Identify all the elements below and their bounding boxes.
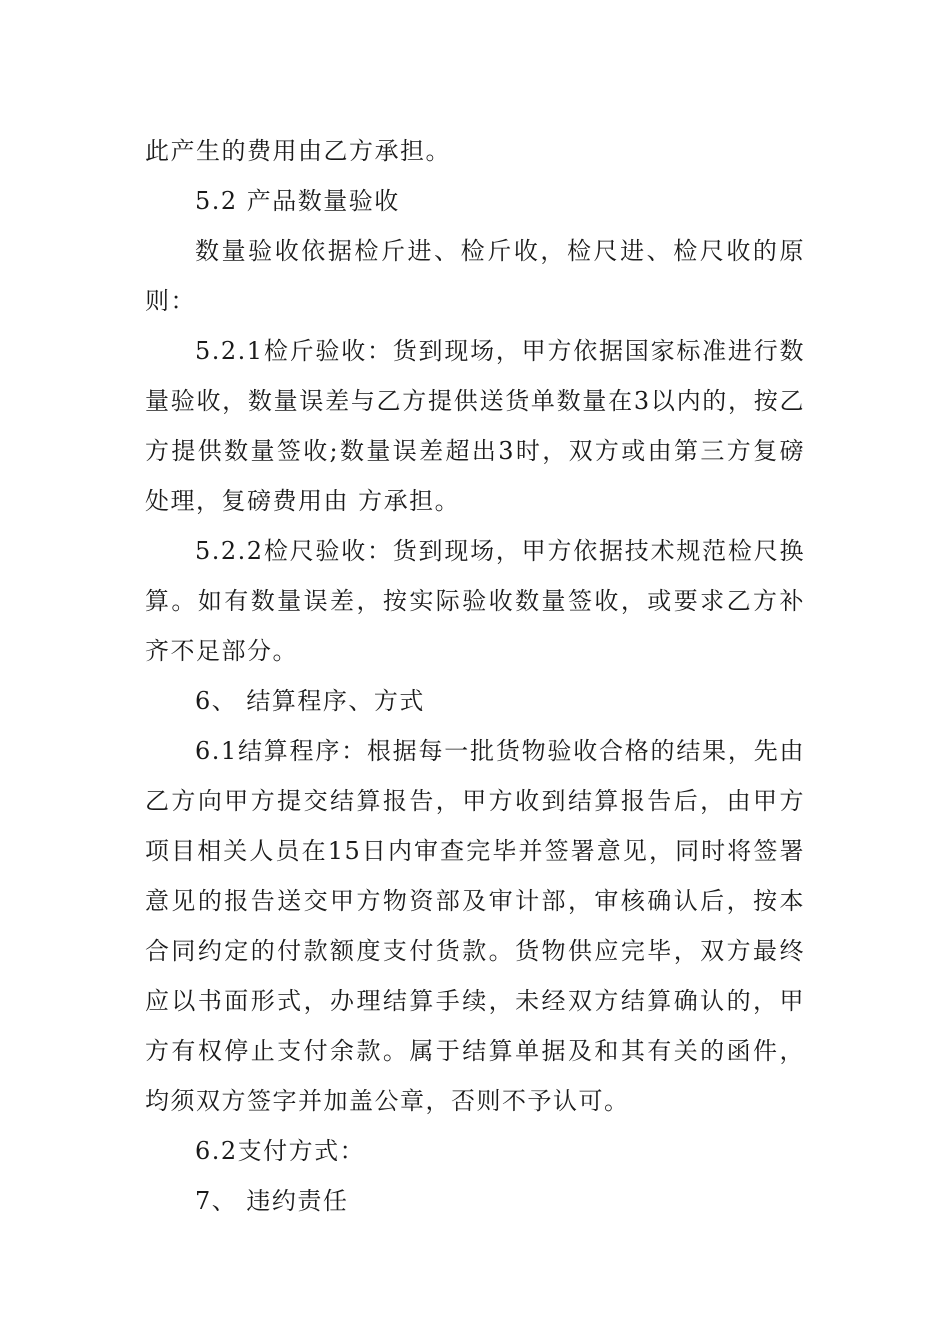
section-heading: 7、 违约责任 xyxy=(195,1187,349,1215)
paragraph-line: 此产生的费用由乙方承担。 xyxy=(145,137,451,165)
paragraph-line: 项目相关人员在15日内审查完毕并签署意见，同时将签署 xyxy=(145,837,805,865)
section-heading: 5.2 产品数量验收 xyxy=(195,187,400,215)
paragraph-line: 算。如有数量误差，按实际验收数量签收，或要求乙方补 xyxy=(145,587,805,615)
paragraph-line: 5.2.1检斤验收：货到现场，甲方依据国家标准进行数 xyxy=(195,337,805,365)
section-heading: 6、 结算程序、方式 xyxy=(195,687,425,715)
paragraph-line: 处理，复磅费用由 方承担。 xyxy=(145,487,461,515)
paragraph-line: 应以书面形式，办理结算手续，未经双方结算确认的，甲 xyxy=(145,987,805,1015)
paragraph-line: 则： xyxy=(145,287,196,315)
paragraph-line: 6.1结算程序：根据每一批货物验收合格的结果，先由 xyxy=(195,737,805,765)
paragraph-line: 5.2.2检尺验收：货到现场，甲方依据技术规范检尺换 xyxy=(195,537,805,565)
paragraph-line: 乙方向甲方提交结算报告，甲方收到结算报告后，由甲方 xyxy=(145,787,805,815)
paragraph-line: 合同约定的付款额度支付货款。货物供应完毕，双方最终 xyxy=(145,937,805,965)
paragraph-line: 齐不足部分。 xyxy=(145,637,298,665)
paragraph-line: 意见的报告送交甲方物资部及审计部，审核确认后，按本 xyxy=(145,887,805,915)
paragraph-line: 数量验收依据检斤进、检斤收，检尺进、检尺收的原 xyxy=(195,237,805,265)
paragraph-line: 方提供数量签收;数量误差超出3时，双方或由第三方复磅 xyxy=(145,437,805,465)
paragraph-line: 量验收，数量误差与乙方提供送货单数量在3以内的，按乙 xyxy=(145,387,805,415)
paragraph-line: 方有权停止支付余款。属于结算单据及和其有关的函件， xyxy=(145,1037,805,1065)
paragraph-line: 均须双方签字并加盖公章，否则不予认可。 xyxy=(145,1087,630,1115)
section-heading: 6.2支付方式： xyxy=(195,1137,366,1165)
